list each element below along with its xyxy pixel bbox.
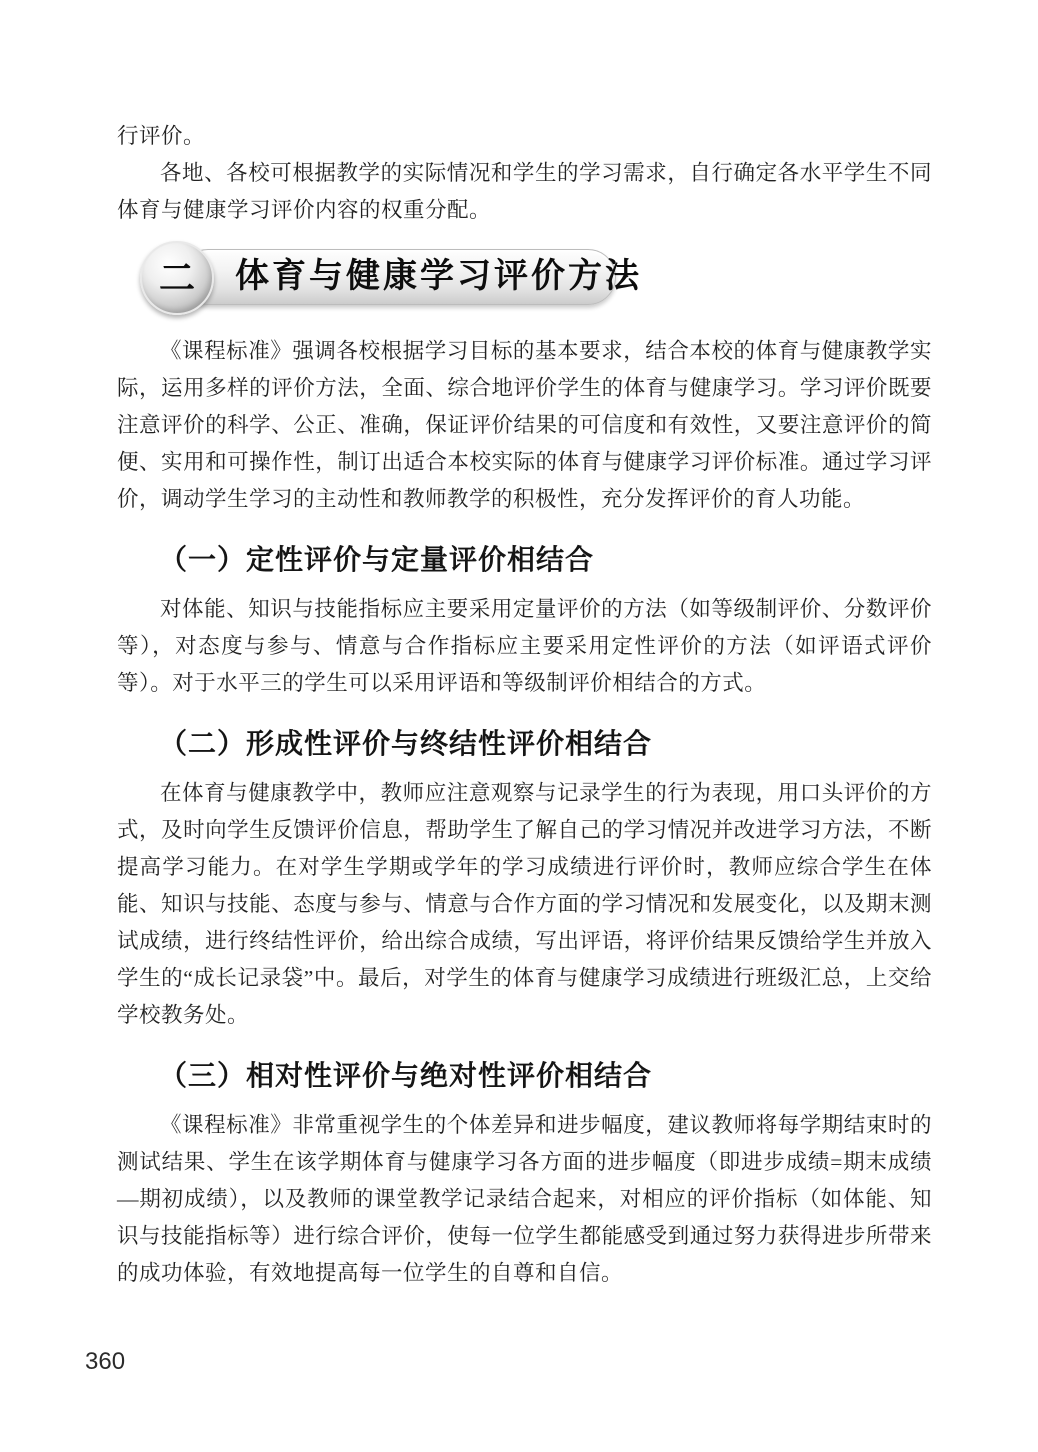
subsection-paragraph-1: 对体能、知识与技能指标应主要采用定量评价的方法（如等级制评价、分数评价等），对态度与参与、情意与合作指标应主要采用定性评价的方法（如评语式评价等）。对于水平三的学生可以采用评语和等级制评价相结合的方式。 [117, 597, 932, 695]
section-banner [140, 241, 642, 315]
continued-paragraph: 行评价。 [117, 124, 206, 148]
page-number: 360 [85, 1348, 126, 1375]
section-number: 二 [158, 258, 195, 298]
subsection-paragraph-3: 《课程标准》非常重视学生的个体差异和进步幅度，建议教师将每学期结束时的测试结果、学生在该学期体育与健康学习各方面的进步幅度（即进步成绩=期末成绩—期初成绩），以及教师的课堂教学记录结合起来，对相应的评价指标（如体能、知识与技能指标等）进行综合评价，使每一位学生都能感受到通过努力获得进步所带来的成功体验，有效地提高每一位学生的自尊和自信。 [117, 1113, 932, 1285]
subsection-heading-2: （二）形成性评价与终结性评价相结合 [159, 729, 653, 760]
section-title: 体育与健康学习评价方法 [235, 258, 642, 295]
section-number-badge [140, 241, 214, 315]
subsection-paragraph-2: 在体育与健康教学中，教师应注意观察与记录学生的行为表现，用口头评价的方式，及时向学生反馈评价信息，帮助学生了解自己的学习情况并改进学习方法，不断提高学习能力。在对学生学期或学年的学习成绩进行评价时，教师应综合学生在体能、知识与技能、态度与参与、情意与合作方面的学习情况和发展变化，以及期末测试成绩，进行终结性评价，给出综合成绩，写出评语，将评价结果反馈给学生并放入学生的“成长记录袋”中。最后，对学生的体育与健康学习成绩进行班级汇总，上交给学校教务处。 [117, 781, 932, 1027]
subsection-heading-3: （三）相对性评价与绝对性评价相结合 [159, 1061, 653, 1092]
intro-paragraph: 各地、各校可根据教学的实际情况和学生的学习需求，自行确定各水平学生不同体育与健康学习评价内容的权重分配。 [117, 161, 932, 222]
subsection-heading-1: （一）定性评价与定量评价相结合 [159, 545, 595, 576]
lead-paragraph: 《课程标准》强调各校根据学习目标的基本要求，结合本校的体育与健康教学实际，运用多样的评价方法，全面、综合地评价学生的体育与健康学习。学习评价既要注意评价的科学、公正、准确，保证评价结果的可信度和有效性，又要注意评价的简便、实用和可操作性，制订出适合本校实际的体育与健康学习评价标准。通过学习评价，调动学生学习的主动性和教师教学的积极性，充分发挥评价的育人功能。 [117, 339, 932, 511]
